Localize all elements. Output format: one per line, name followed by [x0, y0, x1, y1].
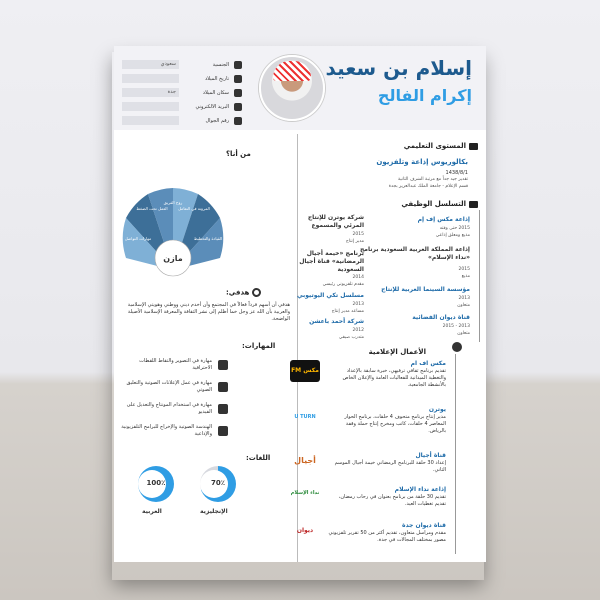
resume-header [114, 46, 486, 130]
career-title-item: مسلسل تكي اليوتيوبي [296, 292, 364, 299]
career-sub: مقدم تلفزيوني رئيسي [322, 282, 364, 287]
skills-title: المهارات: [242, 342, 276, 350]
about-title: من أنا؟ [226, 150, 251, 158]
career-sub: مدير إنتاج [345, 239, 364, 244]
calendar-icon [234, 75, 242, 83]
media-item-text: إعداد 30 حلقة للبرنامج الرمضاني خيمة أجيال الموسم الثاني. [334, 460, 446, 473]
goal-title: هدفي: [226, 288, 261, 297]
career-title-item: شركة يوترن للإنتاج المرئي والمسموع [307, 214, 364, 229]
skill-text: الهندسة الصوتية والإخراج للبرامج التلفزيونية والإذاعية [121, 424, 212, 437]
education-line: قسم الإعلام - جامعة الملك عبدالعزيز بجدة [388, 184, 468, 189]
media-item-title: إذاعة نداء الإسلام [394, 486, 446, 493]
language-english [196, 466, 236, 506]
info-row-nationality [122, 58, 242, 71]
graduation-cap-icon [469, 143, 478, 150]
career-year: 2014 [352, 275, 364, 280]
career-year: 2015 [458, 267, 470, 272]
language-name: العربية [142, 508, 162, 515]
camera-icon [218, 360, 228, 370]
info-value [122, 116, 179, 125]
skill-text: مهارة في التصوير والتقاط اللقطات الاحترافية [139, 358, 212, 371]
info-label: البريد الالكتروني [195, 103, 229, 110]
career-timeline-line [479, 210, 480, 342]
media-item-title: يوترن [428, 406, 446, 413]
info-label: الجنسية [212, 61, 229, 68]
goal-text: هدفي أن أسهم فرداً فعالاً في المجتمع وأن أخدم ديني ووطني وهويتي الإسلامية والعربية بأن الله عز وجل خما أظلم إلى نشر الثقافة والمعرفة الإسلامية الأصيلة الواضحة. [127, 302, 290, 322]
nida-logo: نداء الإسلام [290, 490, 320, 496]
briefcase-icon [469, 201, 478, 208]
career-sub: متعاون [457, 331, 470, 336]
career-title: التسلسل الوظيفي [401, 200, 478, 208]
microphone-icon [218, 382, 228, 392]
name-line-2: إكرام الفالح [377, 86, 472, 105]
career-year: 2013 [458, 296, 470, 301]
phone-icon [234, 117, 242, 125]
language-percent: 100٪ [146, 479, 166, 487]
education-line: تقدير جيد جداً مع مرتبة الشرف الثانية [398, 177, 468, 182]
arc-center-label: مازن [163, 254, 183, 263]
microphone-icon [452, 342, 462, 352]
info-label: تاريخ الميلاد [204, 75, 229, 82]
career-title-item: إذاعة مكس إف إم [417, 216, 470, 223]
career-title-item: شركة أحمد باعشن [309, 318, 364, 325]
mail-icon [234, 103, 242, 111]
arc-label: روح الفريق [163, 200, 183, 205]
media-item-text: مقدم ومراسل متعاون، تقديم أكثر من 50 تقرير تلفزيوني مصور بمختلف المجالات في جدة. [328, 530, 446, 543]
info-row-birthplace [122, 86, 242, 99]
language-name: الإنجليزية [200, 508, 228, 515]
career-title-item: قناة ديوان الفضائية [412, 314, 470, 321]
career-title-item: برنامج «خيمة أجيال الرمضانية» قناة أجيال السعودية [299, 250, 364, 273]
media-title: الأعمال الإعلامية [368, 348, 426, 356]
info-value [122, 102, 179, 111]
career-sub: متدرب صيفي [338, 335, 364, 340]
education-date: 1438/8/1 [445, 170, 468, 176]
ajyal-logo: أجيال [294, 456, 316, 465]
arc-label: المرونة في التعامل [178, 206, 210, 211]
info-label: سكان الميلاد [202, 89, 229, 96]
diwan-logo: ديوان [296, 527, 314, 534]
language-percent: 70٪ [210, 479, 225, 487]
info-label: رقم الجوال [205, 117, 229, 124]
career-year: 2012 [352, 328, 364, 333]
career-year: 2015 [352, 232, 364, 237]
language-arabic [134, 466, 174, 506]
mixer-icon [218, 426, 228, 436]
languages-title: اللغات: [246, 454, 271, 462]
career-sub: مساعد مدير إنتاج [331, 309, 364, 314]
location-icon [234, 89, 242, 97]
profile-photo [259, 55, 325, 121]
career-sub: مذيع [461, 274, 470, 279]
info-value: سعودي [122, 60, 179, 69]
media-item-title: قناة ديوان جدة [402, 522, 446, 529]
headphones-icon [218, 404, 228, 414]
arc-label: القيادة والتخطيط [193, 236, 223, 241]
skill-text: مهارة في عمل الإعلانات الصوتية والتعليق الصوتي [126, 380, 212, 393]
arc-label: العمل تحت الضغط [136, 206, 168, 211]
media-timeline-line [455, 354, 456, 554]
career-title-item: مؤسسة السينما العربية للإنتاج [381, 286, 470, 293]
career-sub: متعاون [457, 303, 470, 308]
media-item-text: مدير إنتاج برنامج متحوف 4 حلقات، برنامج الحوار المعاصر 4 حلقات، كاتب ومخرج إنتاج حملة وقفة بالرياض. [344, 414, 446, 434]
media-item-title: قناة أجيال [415, 452, 446, 459]
flag-icon [234, 61, 242, 69]
education-degree: بكالوريوس إذاعة وتلفزيون [376, 158, 468, 166]
name-line-1: إسلام بن سعيد [325, 56, 472, 80]
target-icon [252, 288, 261, 297]
personal-info [122, 58, 242, 128]
info-row-email [122, 100, 242, 113]
resume-page [114, 46, 486, 562]
arc-label: مهارات التواصل [124, 236, 152, 241]
education-title: المستوى التعليمي [404, 142, 478, 150]
info-row-phone [122, 114, 242, 127]
shemagh-pattern [273, 61, 311, 81]
media-item-title: مكس اف ام [410, 360, 446, 367]
skill-text: مهارة في استخدام المونتاج والتعديل على الفيديو [126, 402, 212, 415]
info-value: جدة [122, 88, 179, 97]
career-year: 2013 - 2015 [442, 324, 470, 329]
career-extra: 2015 حتى وقته [439, 226, 470, 231]
career-title-item: إذاعة المملكة العربية السعودية برنامج «نداء الإسلام» [359, 246, 470, 261]
mix-fm-logo: مكس FM [290, 360, 320, 382]
about-arc-diagram [118, 158, 228, 278]
media-item-text: تقديم برنامج ثقافي ترفيهي، خبرة سابقة بالإعداد والتغطية الميدانية للفعاليات العامة والإعلان الخاص بالأنشطة الجامعية. [342, 368, 446, 388]
uturn-logo: U TURN [294, 414, 316, 420]
media-item-text: تقديم 30 حلقة من برنامج بعنوان في رحاب رمضان، تقديم تغطيات العيد. [338, 494, 446, 507]
info-value [122, 74, 179, 83]
career-sub: مذيع ومعلق إذاعي [435, 233, 470, 238]
career-year: 2013 [352, 302, 364, 307]
info-row-birthdate [122, 72, 242, 85]
arc-label: تنظيم الوقت وتحديد الأولويات [148, 174, 198, 187]
